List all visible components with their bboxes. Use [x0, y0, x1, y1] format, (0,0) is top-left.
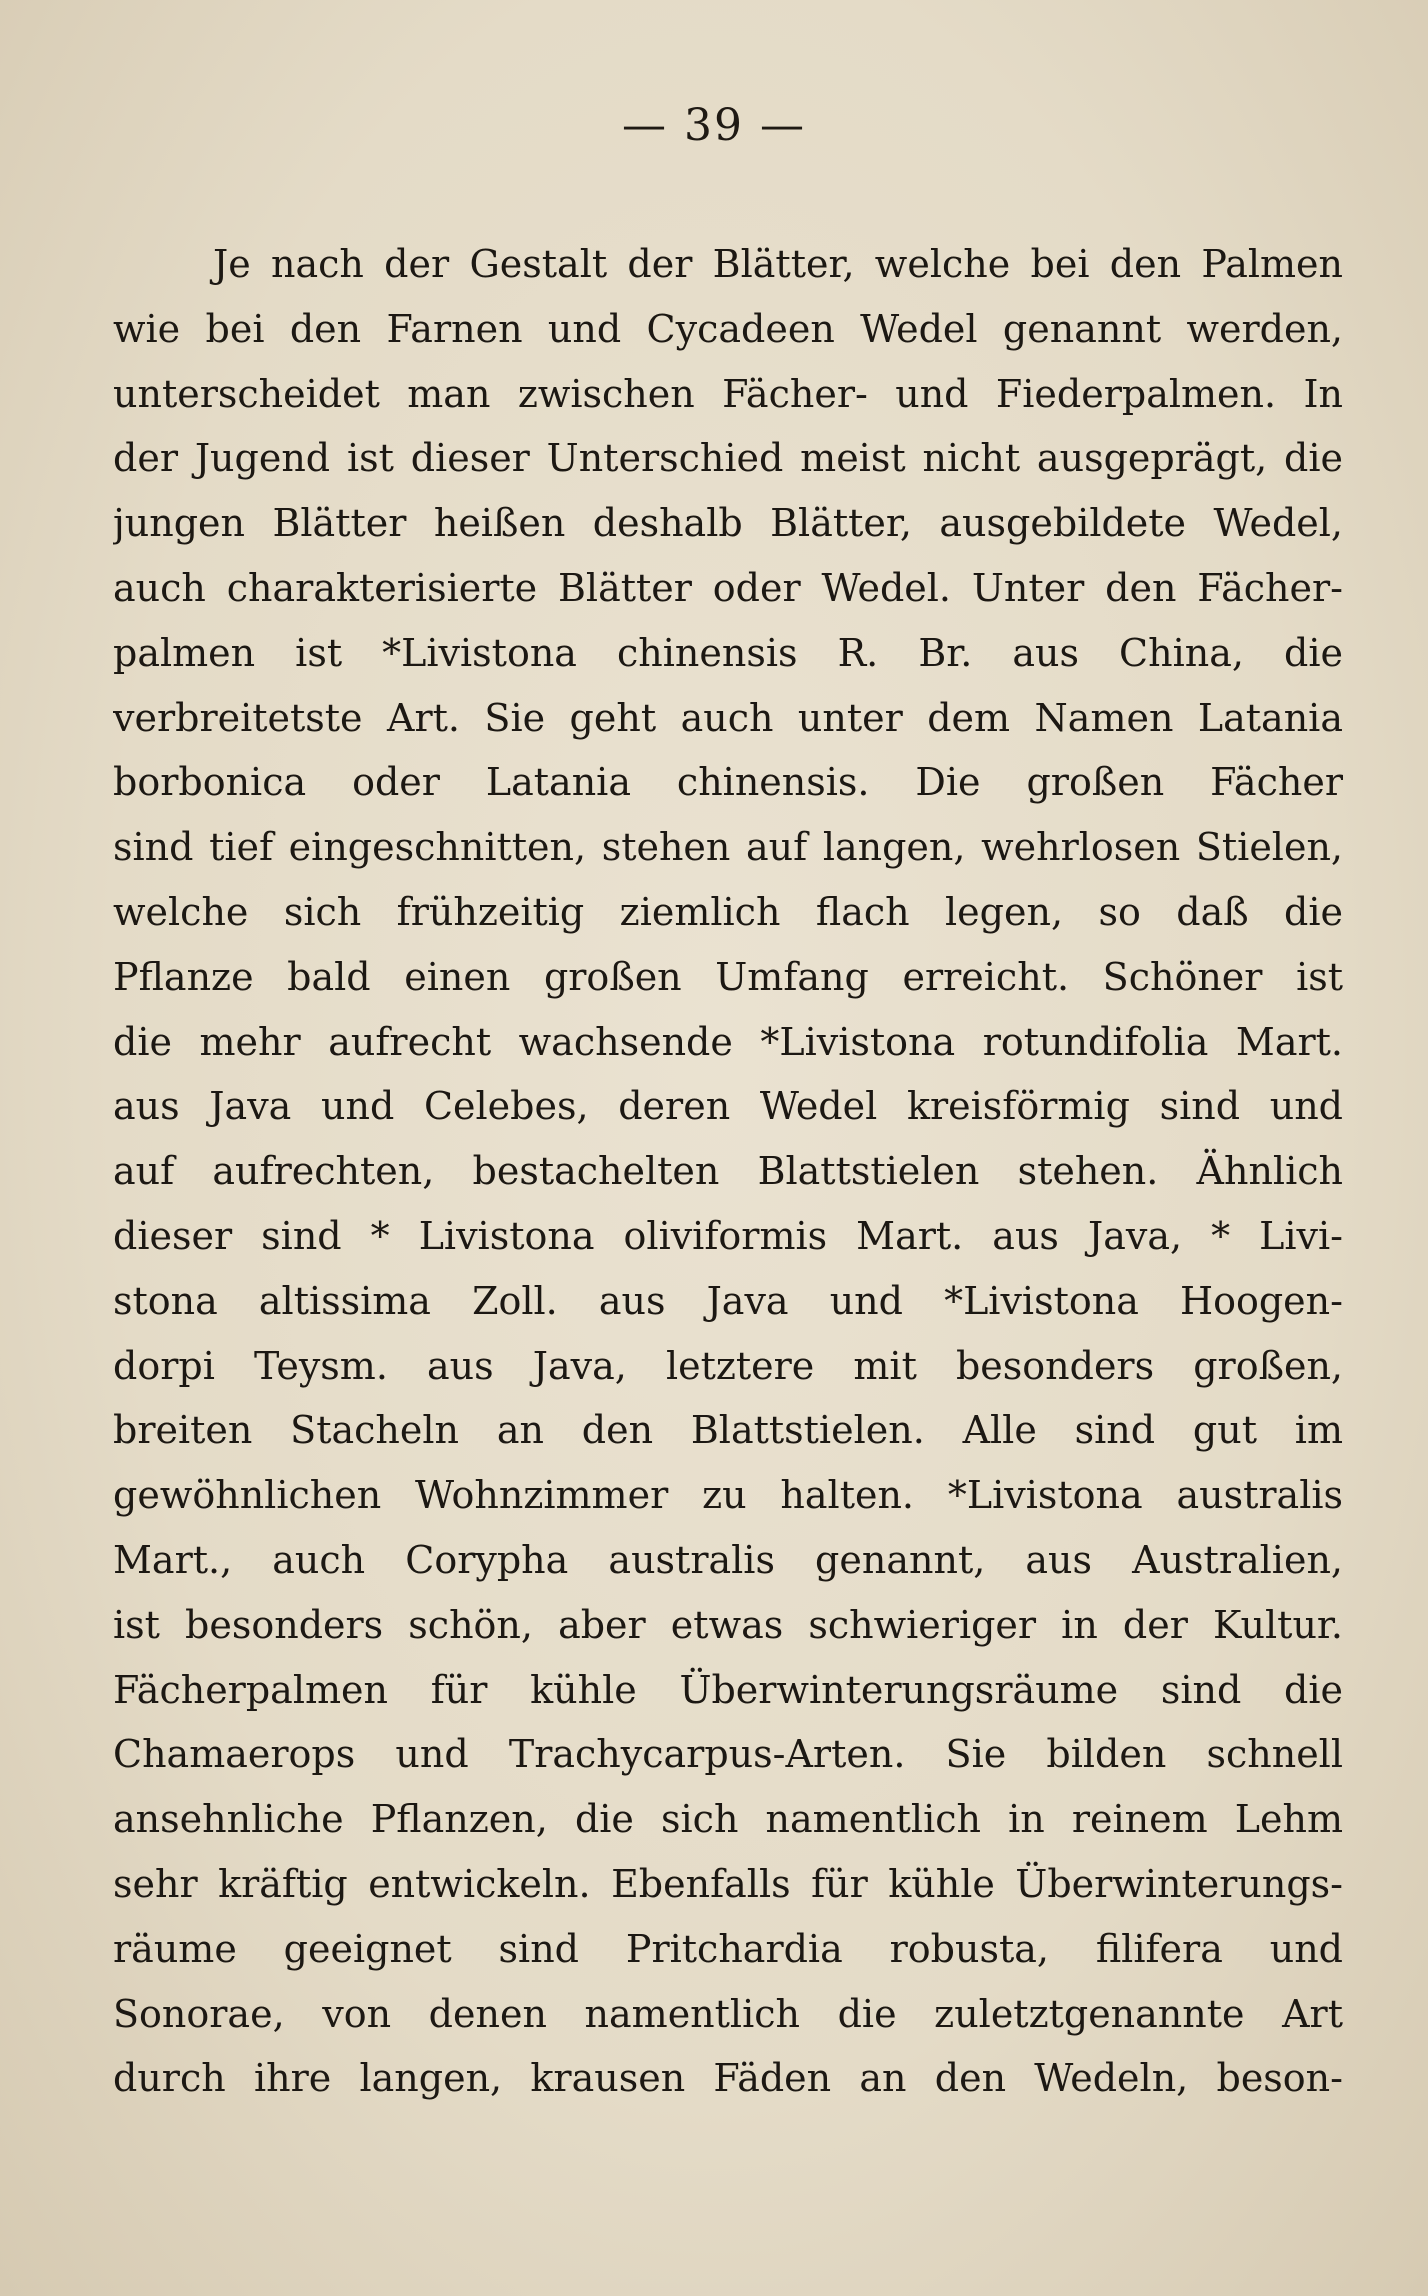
text-line: räume geeignet sind Pritchardia robusta, filifera und	[113, 1926, 1343, 1971]
text-line: sehr kräftig entwickeln. Ebenfalls für kühle Überwinterungs-	[113, 1861, 1343, 1906]
text-line: die mehr aufrecht wachsende *Livistona rotundifolia Mart.	[113, 1019, 1343, 1064]
text-line: Sonorae, von denen namentlich die zuletztgenannte Art	[113, 1991, 1343, 2036]
text-line: der Jugend ist dieser Unterschied meist nicht ausgeprägt, die	[113, 436, 1343, 481]
body-text	[113, 232, 1343, 2111]
text-line: welche sich frühzeitig ziemlich flach legen, so daß die	[113, 889, 1343, 934]
text-line: gewöhnlichen Wohnzimmer zu halten. *Livistona australis	[113, 1473, 1343, 1518]
text-line: Pflanze bald einen großen Umfang erreicht. Schöner ist	[113, 954, 1343, 999]
text-line: dieser sind * Livistona oliviformis Mart. aus Java, * Livi-	[113, 1213, 1343, 1258]
text-line: dorpi Teysm. aus Java, letztere mit besonders großen,	[113, 1343, 1343, 1388]
text-line: auf aufrechten, bestachelten Blattstielen stehen. Ähnlich	[113, 1149, 1343, 1194]
text-line: sind tief eingeschnitten, stehen auf langen, wehrlosen Stielen,	[113, 825, 1343, 870]
text-line: breiten Stacheln an den Blattstielen. Alle sind gut im	[113, 1408, 1343, 1453]
text-line: Mart., auch Corypha australis genannt, aus Australien,	[113, 1537, 1343, 1582]
text-line: wie bei den Farnen und Cycadeen Wedel genannt werden,	[113, 306, 1343, 351]
text-line: ist besonders schön, aber etwas schwieriger in der Kultur.	[113, 1602, 1343, 1647]
text-line: stona altissima Zoll. aus Java und *Livistona Hoogen-	[113, 1278, 1343, 1323]
text-line: auch charakterisierte Blätter oder Wedel. Unter den Fächer-	[113, 565, 1343, 610]
text-line: palmen ist *Livistona chinensis R. Br. aus China, die	[113, 630, 1343, 675]
text-line: ansehnliche Pflanzen, die sich namentlich in reinem Lehm	[113, 1797, 1343, 1842]
text-line: borbonica oder Latania chinensis. Die großen Fächer	[113, 760, 1343, 805]
text-line: Chamaerops und Trachycarpus-Arten. Sie bilden schnell	[113, 1732, 1343, 1777]
text-line: Fächerpalmen für kühle Überwinterungsräume sind die	[113, 1667, 1343, 1712]
text-line: jungen Blätter heißen deshalb Blätter, ausgebildete Wedel,	[113, 501, 1343, 546]
text-line: durch ihre langen, krausen Fäden an den Wedeln, beson-	[113, 2056, 1343, 2101]
text-line: Je nach der Gestalt der Blätter, welche bei den Palmen	[213, 242, 1343, 286]
text-line: aus Java und Celebes, deren Wedel kreisförmig sind und	[113, 1084, 1343, 1129]
page-number: — 39 —	[622, 100, 806, 151]
text-line: unterscheidet man zwischen Fächer- und Fiederpalmen. In	[113, 371, 1343, 416]
text-line: verbreitetste Art. Sie geht auch unter dem Namen Latania	[113, 695, 1343, 740]
